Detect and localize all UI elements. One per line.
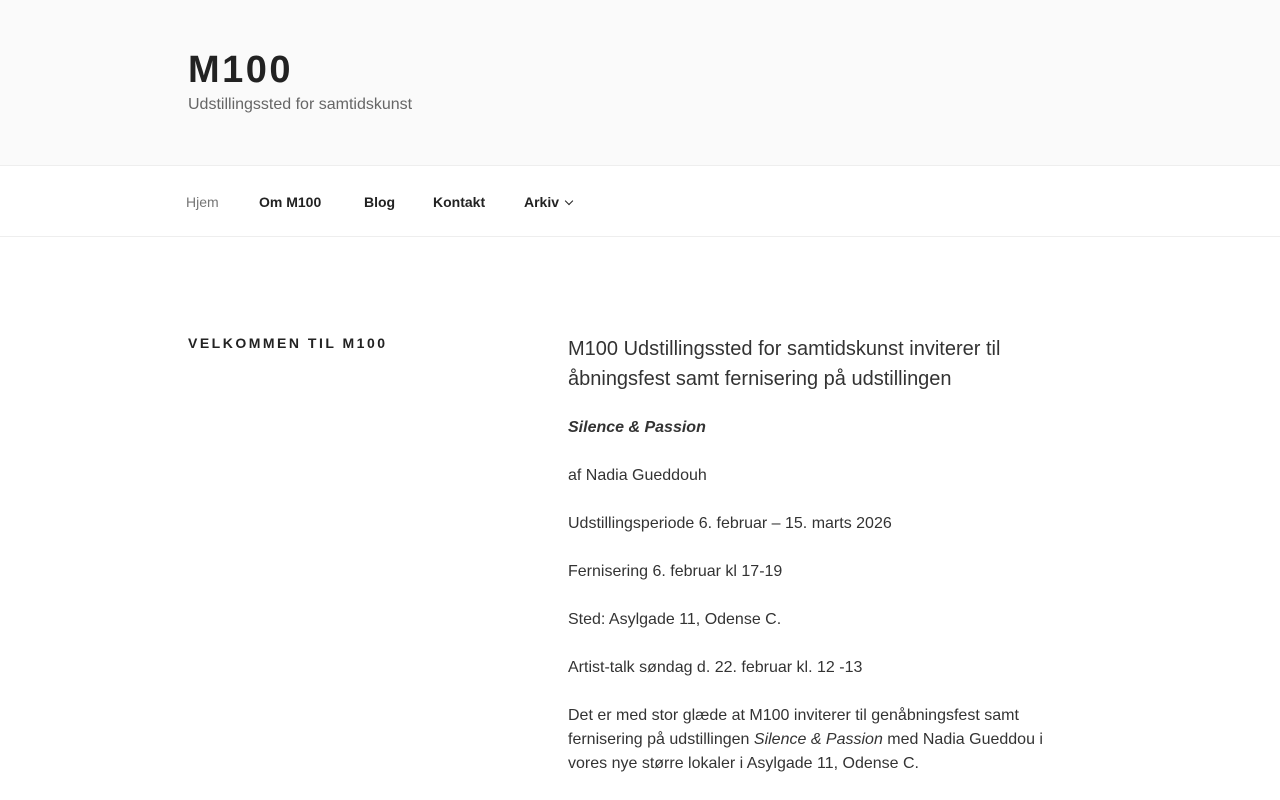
exhibition-period: Udstillingsperiode 6. februar – 15. marts 2026 [568, 515, 892, 532]
nav-item-arkiv-label: Arkiv [524, 194, 560, 210]
location: Sted: Asylgade 11, Odense C. [568, 611, 782, 628]
article-body [568, 704, 1068, 776]
site-description: Udstillingssted for samtidskunst [188, 96, 413, 113]
site-header [0, 0, 1280, 166]
body-text-2: med Nadia Gueddou i vores nye større lokaler i Asylgade 11, Odense C. [568, 731, 1043, 772]
nav-item-blog[interactable]: Blog [364, 194, 396, 210]
main-navigation [0, 165, 1280, 237]
article-content [568, 334, 1068, 800]
nav-item-hjem[interactable]: Hjem [186, 194, 219, 210]
artist-line: af Nadia Gueddouh [568, 467, 707, 484]
article-lead: M100 Udstillingssted for samtidskunst inviterer til åbningsfest samt fernisering på udstillingen [568, 338, 1001, 390]
exhibition-title: Silence & Passion [568, 419, 706, 436]
body-text-1: Det er med stor glæde at M100 inviterer til genåbningsfest samt fernisering på udstillingen [568, 707, 1019, 748]
nav-item-om-m100[interactable]: Om M100 [259, 194, 322, 210]
site-title[interactable]: M100 [188, 49, 294, 91]
body-exhibition-title: Silence & Passion [753, 731, 883, 748]
chevron-down-icon [565, 197, 573, 205]
opening-time: Fernisering 6. februar kl 17-19 [568, 563, 783, 580]
section-title: VELKOMMEN TIL M100 [188, 335, 388, 351]
artist-talk: Artist-talk søndag d. 22. februar kl. 12 -13 [568, 659, 863, 676]
nav-item-kontakt[interactable]: Kontakt [433, 194, 486, 210]
nav-item-arkiv[interactable] [524, 192, 572, 212]
